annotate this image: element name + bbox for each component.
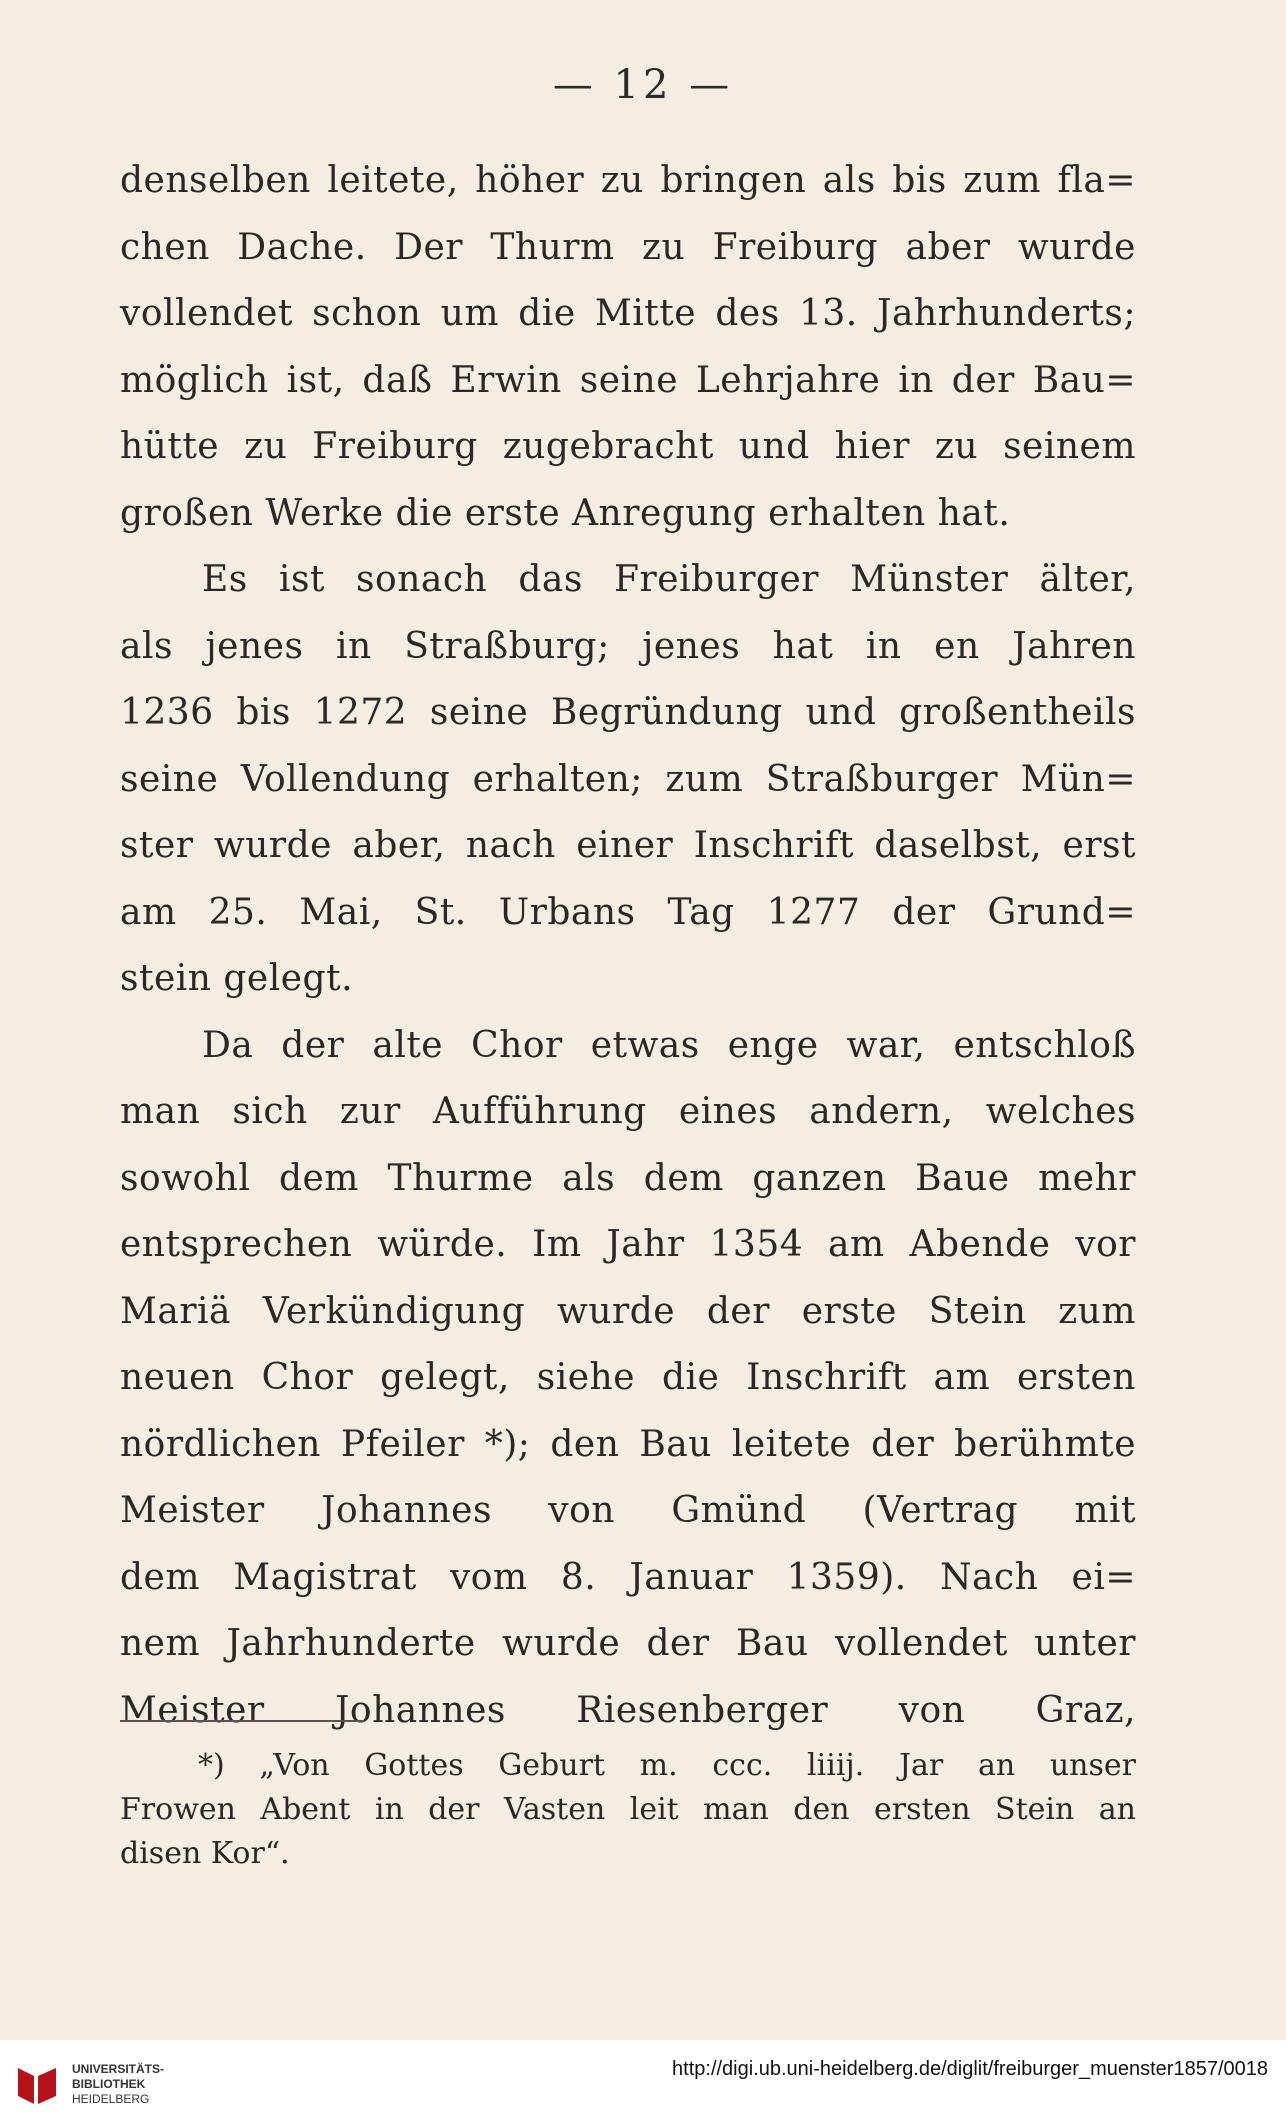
logo-line: HEIDELBERG <box>72 2092 150 2106</box>
text-line: chen Dache. Der Thurm zu Freiburg aber wurde <box>120 226 1136 268</box>
footnote-line: disen Kor“. <box>120 1836 290 1871</box>
text-line: ster wurde aber, nach einer Inschrift daselbst, erst <box>120 825 1136 866</box>
text-line: am 25. Mai, St. Urbans Tag 1277 der Grund= <box>120 891 1136 933</box>
text-line: hütte zu Freiburg zugebracht und hier zu seinem <box>120 426 1136 467</box>
text-line: seine Vollendung erhalten; zum Straßburger Mün= <box>120 758 1136 800</box>
footnote <box>120 1744 1136 1876</box>
text-line: 1236 bis 1272 seine Begründung und großentheils <box>120 692 1136 733</box>
footnote-rule <box>120 1720 364 1722</box>
text-line: sowohl dem Thurme als dem ganzen Baue mehr <box>120 1157 1136 1199</box>
page-number: — 12 — <box>552 62 734 108</box>
footnote-line: *) „Von Gottes Geburt m. ccc. liiij. Jar an unser <box>198 1748 1136 1783</box>
library-logo-icon <box>14 2062 60 2108</box>
text-line: vollendet schon um die Mitte des 13. Jahrhunderts; <box>120 293 1136 334</box>
library-logo-text <box>72 2062 164 2107</box>
paragraph-start: Da der alte Chor etwas enge war, entschloß <box>202 1024 1136 1066</box>
logo-line: UNIVERSITÄTS- <box>72 2062 165 2076</box>
footnote-line: Frowen Abent in der Vasten leit man den ersten Stein an <box>120 1792 1136 1827</box>
text-line: möglich ist, daß Erwin seine Lehrjahre in der Bau= <box>120 359 1136 401</box>
text-line: man sich zur Aufführung eines andern, welches <box>120 1091 1136 1132</box>
text-line: entsprechen würde. Im Jahr 1354 am Abende vor <box>120 1224 1136 1265</box>
text-line: nördlichen Pfeiler *); den Bau leitete der berühmte <box>120 1423 1136 1465</box>
text-line: nem Jahrhunderte wurde der Bau vollendet unter <box>120 1623 1136 1664</box>
logo-line: BIBLIOTHEK <box>72 2077 146 2091</box>
source-url[interactable]: http://digi.ub.uni-heidelberg.de/diglit/freiburger_muenster1857/0018 <box>672 2058 1268 2080</box>
footer-bar <box>0 2040 1286 2116</box>
text-line: Meister Johannes von Gmünd (Vertrag mit <box>120 1490 1136 1531</box>
text-line: großen Werke die erste Anregung erhalten hat. <box>120 492 1011 534</box>
text-line: Mariä Verkündigung wurde der erste Stein zum <box>120 1290 1136 1332</box>
text-line: stein gelegt. <box>120 958 354 999</box>
text-line: dem Magistrat vom 8. Januar 1359). Nach ei= <box>120 1556 1136 1598</box>
text-line: denselben leitete, höher zu bringen als bis zum fla= <box>120 160 1136 201</box>
body-text <box>120 148 1136 1744</box>
paragraph-start: Es ist sonach das Freiburger Münster älter, <box>202 559 1136 600</box>
text-line: Meister Johannes Riesenberger von Graz, <box>120 1689 1136 1731</box>
text-line: neuen Chor gelegt, siehe die Inschrift am ersten <box>120 1357 1136 1398</box>
text-line: als jenes in Straßburg; jenes hat in en Jahren <box>120 625 1136 667</box>
